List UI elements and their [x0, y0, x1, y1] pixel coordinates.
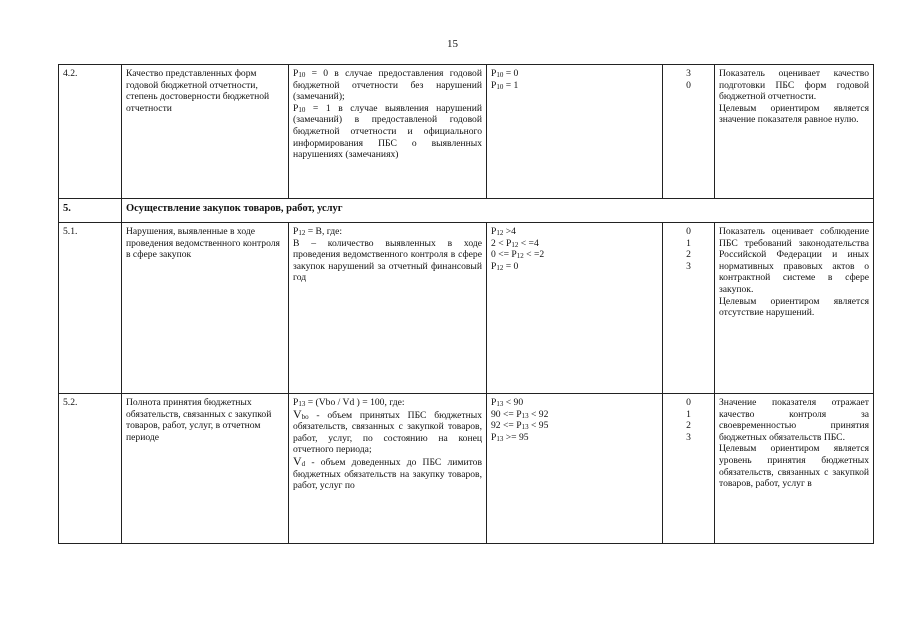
- page-number: 15: [447, 38, 458, 50]
- row-number: 4.2.: [59, 65, 122, 199]
- description-line: Целевым ориентиром является уровень принятия бюджетных обязательств, связанных с закупкой товаров, работ, услуг в: [719, 443, 869, 490]
- indicator-scores: [663, 223, 715, 394]
- indicator-conditions: [487, 223, 663, 394]
- score-value: 1: [686, 408, 691, 420]
- table-row: [59, 65, 874, 199]
- score-value: 0: [686, 226, 691, 237]
- row-number: 5.2.: [59, 394, 122, 544]
- score-value: 2: [686, 420, 691, 432]
- score-value: 2: [686, 249, 691, 261]
- indicator-name: Качество представленных форм годовой бюджетной отчетности, степень достоверности бюджетной отчетности: [122, 65, 289, 199]
- condition-line: $P_{10} = 1$: [491, 79, 519, 91]
- condition-line: $0 <= P_{12} < =2$: [491, 249, 545, 261]
- indicator-name: Полнота принятия бюджетных обязательств, связанных с закупкой товаров, работ, услуг, в отчетном периоде: [122, 394, 289, 544]
- indicator-description: [715, 394, 874, 544]
- section-number: 5.: [59, 199, 122, 223]
- score-value: 3: [686, 431, 691, 443]
- indicator-conditions: [487, 394, 663, 544]
- indicator-description: [715, 65, 874, 199]
- indicator-scores: [663, 394, 715, 544]
- score-value: 3: [686, 68, 691, 79]
- description-line: Показатель оценивает соблюдение ПБС требований законодательства Российской Федерации и иных нормативных правовых актов о контрактной системе в сфере закупок.: [719, 226, 869, 295]
- indicator-formula: [289, 394, 487, 544]
- table-row: [59, 394, 874, 544]
- score-value: 0: [686, 397, 691, 408]
- formula-line: B – количество выявленных в ходе проведения ведомственного контроля в сфере закупок нарушений за отчетный финансовый год: [293, 237, 482, 284]
- section-row: [59, 199, 874, 223]
- section-title: Осуществление закупок товаров, работ, услуг: [122, 199, 874, 223]
- indicator-conditions: [487, 65, 663, 199]
- indicator-scores: [663, 65, 715, 199]
- indicator-name: Нарушения, выявленные в ходе проведения ведомственного контроля в сфере закупок: [122, 223, 289, 394]
- formula-line: $V_d$ - объем доведенных до ПБС лимитов бюджетных обязательств на закупку товаров, работ, услуг по: [293, 453, 482, 492]
- formula-line: $P_{13} = (Vbo / Vd$ ) = 100, где:: [293, 397, 405, 408]
- condition-line: $P_{12} >4$: [491, 226, 516, 237]
- score-value: 3: [686, 260, 691, 272]
- formula-line: $P_{10} = 1$ в случае выявления нарушений (замечаний) в предоставленой годовой бюджетной отчетности и официального информирования ПБС о выявленных нарушениях (замечаниях): [293, 102, 482, 161]
- condition-line: $92 <= P_{13} < 95$: [491, 420, 549, 432]
- indicator-formula: [289, 65, 487, 199]
- description-line: Целевым ориентиром является значение показателя равное нулю.: [719, 102, 869, 126]
- condition-line: $P_{13} < 90$: [491, 397, 524, 408]
- description-line: Значение показателя отражает качество контроля за своевременностью принятия бюджетных обязательств ПБС.: [719, 397, 869, 443]
- row-number: 5.1.: [59, 223, 122, 394]
- score-value: 0: [686, 79, 691, 91]
- formula-line: $V_{bo}$ - объем принятых ПБС бюджетных обязательств, связанных с закупкой товаров, работ, услуг, по состоянию на конец отчетного периода;: [293, 406, 482, 456]
- table-row: [59, 223, 874, 394]
- score-value: 1: [686, 237, 691, 249]
- description-line: Целевым ориентиром является отсутствие нарушений.: [719, 295, 869, 319]
- condition-line: $P_{12} = 0$: [491, 260, 519, 272]
- formula-line: $P_{12} = B$, где:: [293, 226, 343, 237]
- condition-line: $2 < P_{12} < =4$: [491, 237, 539, 249]
- description-line: Показатель оценивает качество подготовки ПБС форм годовой бюджетной отчетности.: [719, 68, 869, 103]
- condition-line: $90 <= P_{13} < 92$: [491, 408, 549, 420]
- condition-line: $P_{10} = 0$: [491, 68, 519, 79]
- indicator-description: [715, 223, 874, 394]
- condition-line: $P_{13} >= 95$: [491, 431, 529, 443]
- indicator-formula: [289, 223, 487, 394]
- indicator-table: [58, 64, 874, 544]
- formula-line: $P_{10} = 0$ в случае предоставления годовой бюджетной отчетности без нарушений (замечаний);: [293, 68, 482, 103]
